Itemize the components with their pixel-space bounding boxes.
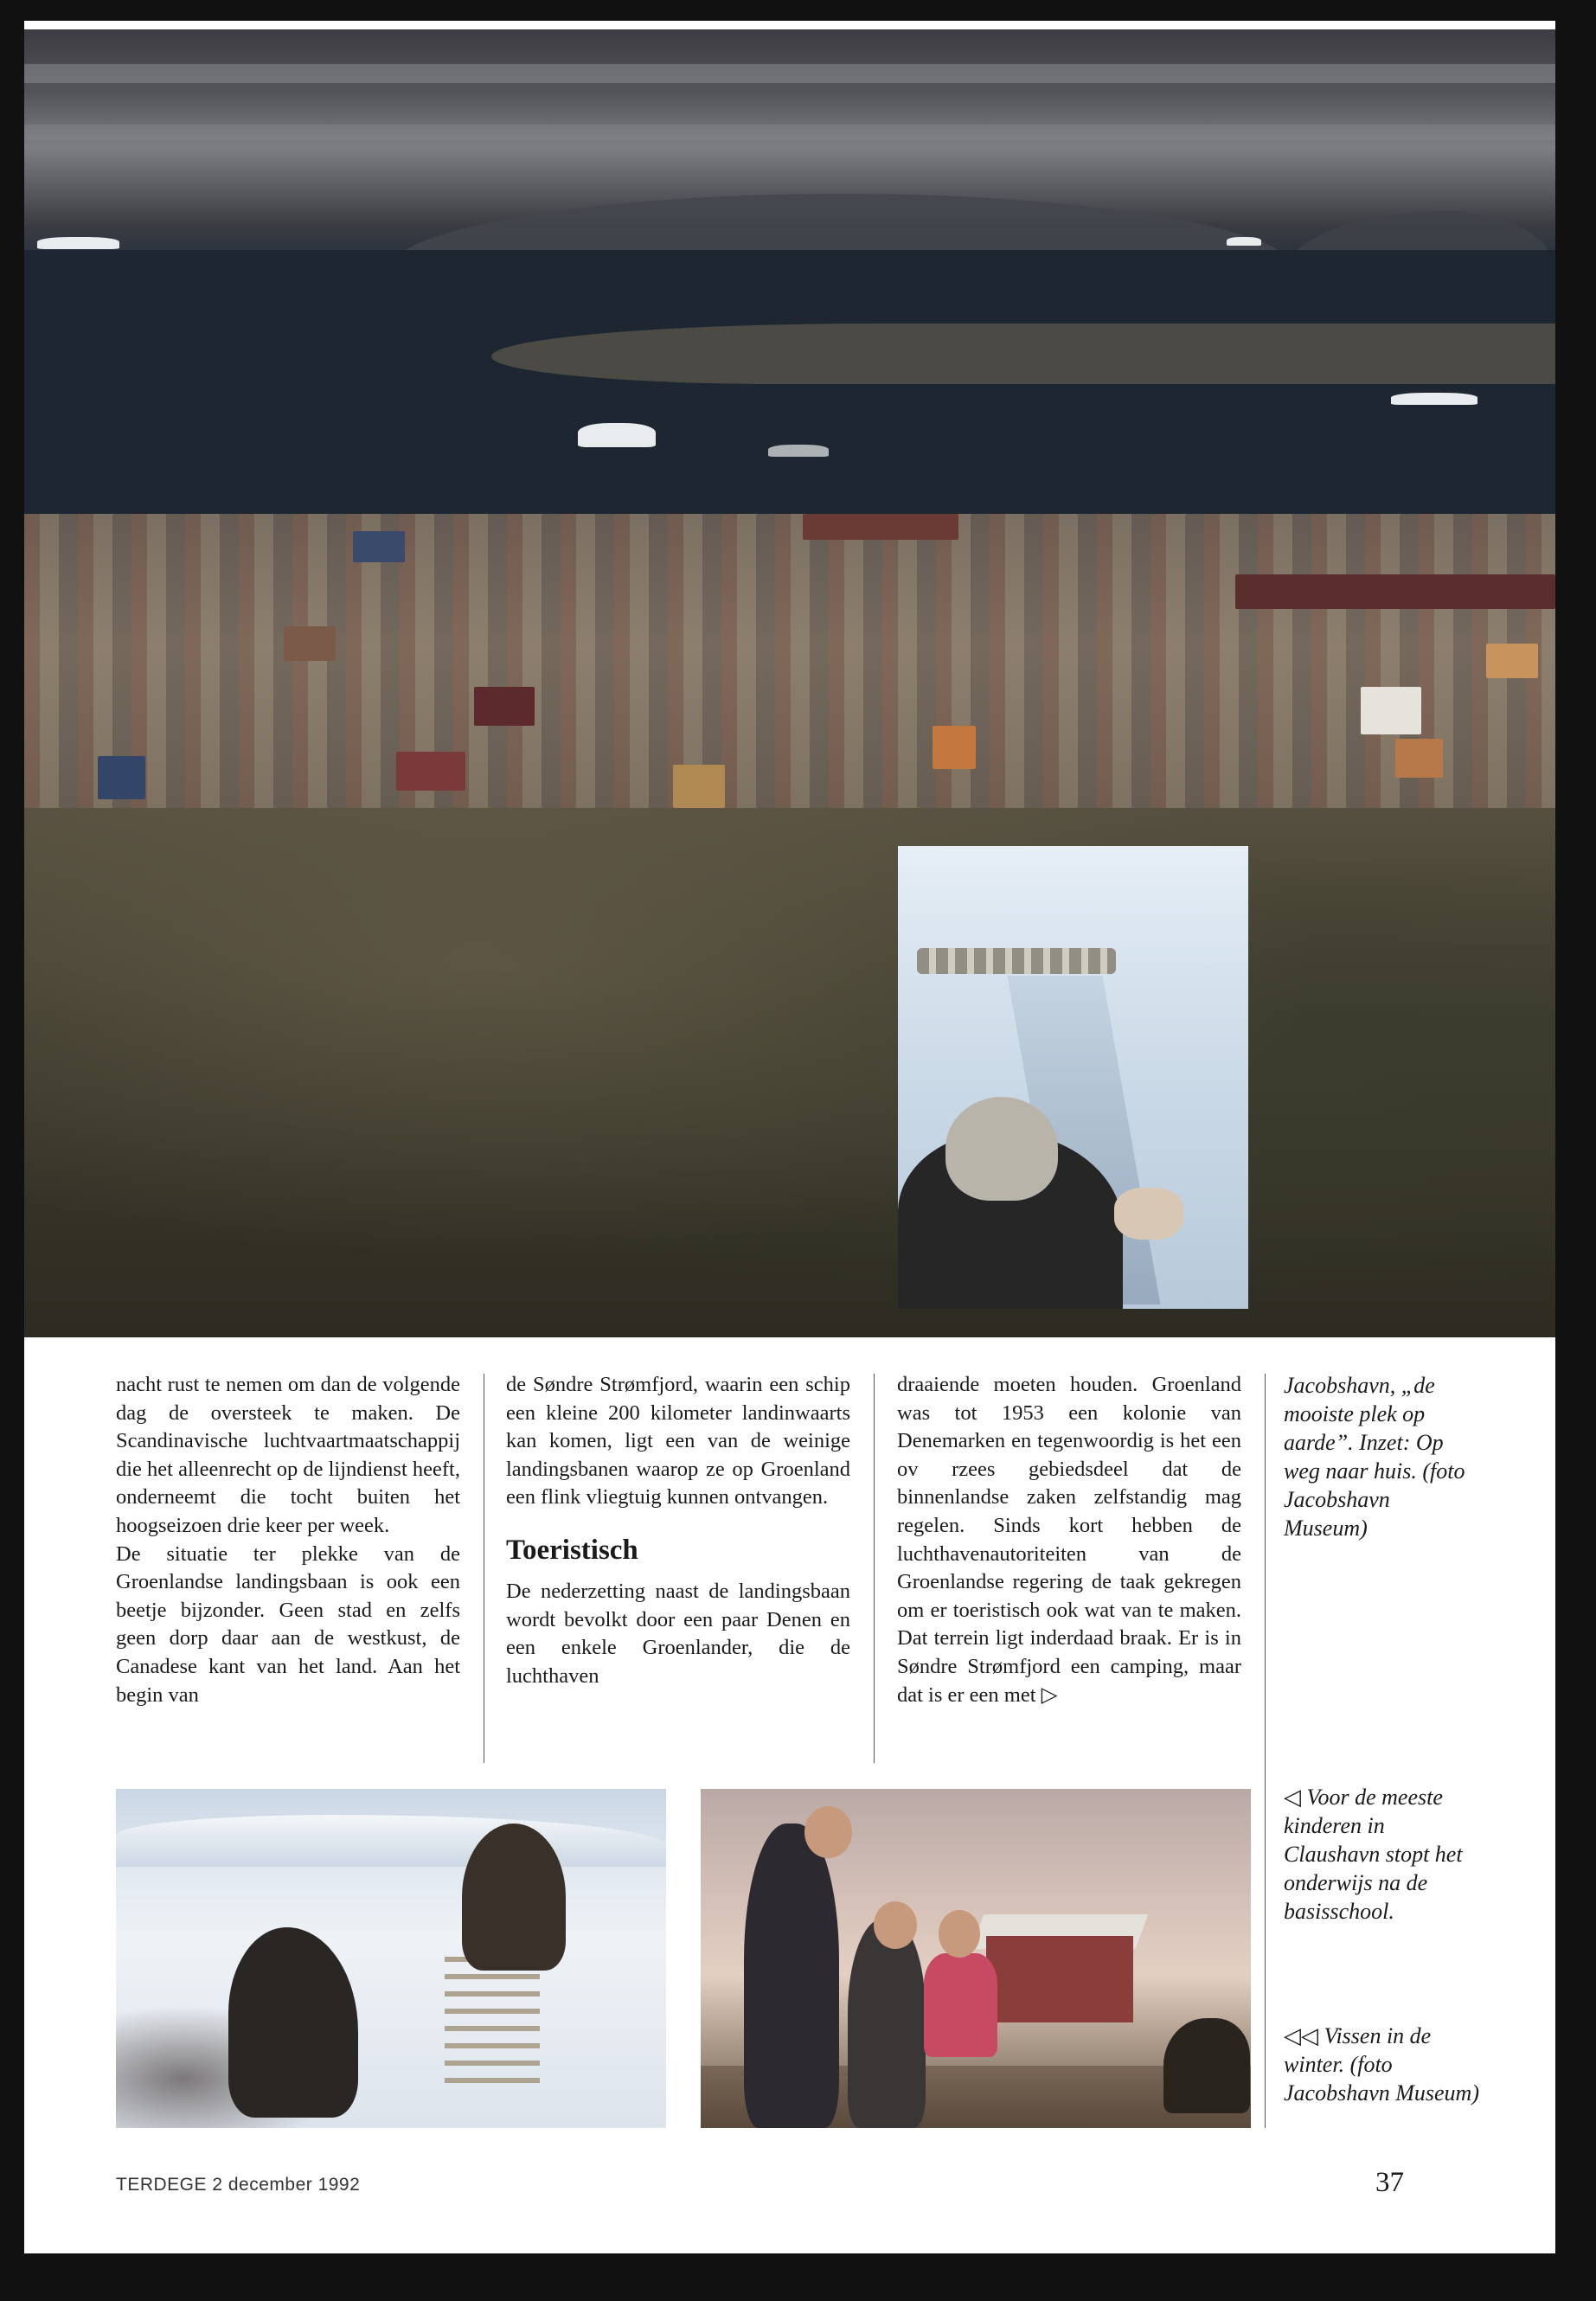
house: [284, 626, 336, 661]
paragraph: De situatie ter plekke van de Groenlandse landingsbaan is ook een beetje bijzonder. Geen stad en zelfs geen dorp daar aan de westkust, de Canadese kant van het land. Aan het begin van: [116, 1541, 460, 1707]
fisherman: [228, 1927, 358, 2118]
frame-left: [0, 0, 24, 2301]
child: [848, 1919, 926, 2128]
caption-hero: Jacobshavn, „de mooiste plek op aarde”. Inzet: Op weg naar huis. (foto Jacobshavn Museum): [1284, 1373, 1465, 1541]
frame-right: [1555, 0, 1596, 2301]
child-face: [804, 1806, 852, 1858]
column-rule: [1265, 1374, 1266, 2128]
paragraph: de Søndre Strømfjord, waarin een schip een kleine 200 kilometer landinwaarts kan komen, ligt een van de weinige landingsbanen waarop ze op Groenland een flink vliegtuig kunnen ontvangen.: [506, 1373, 850, 1509]
house: [1395, 739, 1443, 778]
page-number: 37: [1375, 2167, 1404, 2198]
iceberg: [1391, 393, 1477, 405]
child-face: [939, 1910, 980, 1958]
article-column-1: [116, 1371, 460, 1709]
child-face: [874, 1901, 917, 1949]
inset-photo-dog-sled: [898, 846, 1248, 1309]
driver-hat: [945, 1097, 1058, 1201]
rocky-hills: [24, 808, 1555, 1337]
photo-children-claushavn: [701, 1789, 1251, 2128]
house: [474, 687, 535, 726]
house: [353, 531, 405, 562]
house: [1235, 574, 1555, 609]
iceberg: [37, 237, 119, 249]
caption-fishing: ◁◁ Vissen in de winter. (foto Jacobshavn Museum): [1284, 2023, 1479, 2106]
caption-children: ◁ Voor de meeste kinderen in Claushavn stopt het onderwijs na de basisschool.: [1284, 1785, 1463, 1924]
article-column-2: [506, 1371, 850, 1690]
house: [803, 514, 958, 540]
child-pink-jacket: [924, 1953, 997, 2057]
sled-dogs: [917, 948, 1116, 974]
peninsula: [491, 324, 1555, 384]
house: [933, 726, 976, 769]
driver-hand: [1114, 1188, 1183, 1240]
house: [98, 756, 145, 799]
paragraph: nacht rust te nemen om dan de volgende dag de oversteek te maken. De Scandinavische luchtvaartmaatschappij die het alleenrecht op de lijndienst heeft, onderneemt die tocht buiten het hoogseizoen drie keer per week.: [116, 1373, 460, 1537]
column-rule: [874, 1374, 875, 1763]
house: [673, 765, 725, 808]
frame-bottom: [0, 2253, 1596, 2301]
house: [1361, 687, 1421, 734]
cloud-band: [24, 125, 1555, 140]
red-house: [986, 1936, 1133, 2022]
ice-ridge: [116, 1815, 666, 1867]
dog: [1163, 2018, 1250, 2113]
section-heading: Toeristisch: [506, 1534, 638, 1566]
publication-footer: TERDEGE 2 december 1992: [116, 2175, 361, 2195]
cloud-band: [24, 64, 1555, 83]
house: [396, 752, 465, 791]
photo-winter-fishing: [116, 1789, 666, 2128]
iceberg: [768, 445, 829, 457]
article-column-3: [897, 1371, 1241, 1709]
house: [1486, 644, 1538, 678]
frame-top: [0, 0, 1596, 21]
iceberg: [1227, 237, 1261, 246]
fisherman: [462, 1823, 566, 1971]
hero-photo-jacobshavn: [24, 29, 1555, 1337]
child: [744, 1823, 839, 2128]
town-houses: [24, 514, 1555, 843]
paragraph: draaiende moeten houden. Groenland was tot 1953 een kolonie van Denemarken en tegenwoordig is het een ov rzees gebiedsdeel dat de binnenlandse zaken zelfstandig mag regelen. Sinds kort hebben de luchthavenautoriteiten van de Groenlandse regering de taak gekregen om er toeristisch ook wat van te maken. Dat terrein ligt inderdaad braak. Er is in Søndre Strømfjord een camping, maar dat is er een met ▷: [897, 1373, 1241, 1707]
paragraph: De nederzetting naast de landingsbaan wordt bevolkt door een paar Denen en een enkele Groenlander, die de luchthaven: [506, 1579, 850, 1688]
wooden-sled: [445, 1953, 540, 2083]
iceberg: [578, 423, 656, 447]
